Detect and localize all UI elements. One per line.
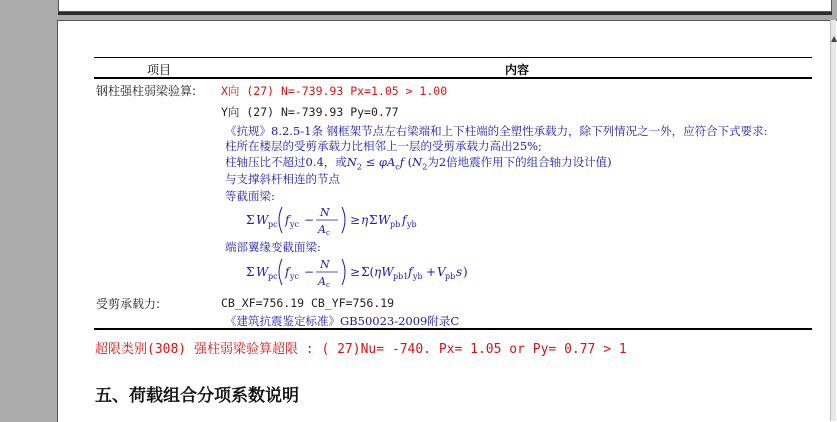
- formula-equal-section: [246, 203, 426, 237]
- svg-text:pc: pc: [268, 220, 278, 229]
- svg-text:V: V: [437, 265, 446, 279]
- svg-text:): ): [463, 265, 468, 279]
- header-item: 项目: [147, 63, 172, 77]
- svg-text:f: f: [285, 213, 290, 227]
- code-note-1: 《抗规》8.2.5-1条 钢框架节点左右梁端和上下柱端的全塑性承载力，除下列情况之一外，应符合下式要求:: [225, 124, 768, 138]
- svg-text:W: W: [378, 213, 391, 227]
- table-top-rule: [94, 57, 812, 58]
- svg-text:W: W: [256, 265, 269, 279]
- check-label: 钢柱强柱弱梁验算:: [96, 84, 197, 98]
- svg-text:Σ: Σ: [369, 213, 378, 227]
- previous-page-edge: [58, 0, 832, 12]
- svg-text:Σ(: Σ(: [361, 265, 375, 279]
- svg-text:N: N: [320, 206, 330, 219]
- svg-text:Σ: Σ: [246, 213, 255, 227]
- svg-text:pb: pb: [390, 220, 401, 229]
- equal-section-label: 等截面梁:: [225, 189, 275, 203]
- svg-text:Σ: Σ: [246, 265, 255, 279]
- svg-text:≥: ≥: [350, 265, 361, 279]
- svg-text:A: A: [318, 223, 326, 236]
- exceed-summary: 超限类别(308) 强柱弱梁验算超限 : ( 27)Nu= -740. Px= 1.05 or Py= 0.77 > 1: [95, 342, 627, 357]
- svg-text:s: s: [456, 265, 463, 279]
- code-note-3-suffix: 为2倍地震作用下的组合轴力设计值): [427, 155, 612, 169]
- y-direction-check: Y向 (27) N=-739.93 Py=0.77: [221, 105, 399, 119]
- svg-text:pc: pc: [268, 272, 278, 281]
- svg-text:yb: yb: [407, 220, 417, 229]
- svg-text:pb: pb: [445, 272, 456, 281]
- code-note-3: 柱轴压比不超过0.4，或$N_2 \le \varphi A_cf$ ($N_2$为2倍地震作用下的组合轴力设计值): [225, 155, 612, 172]
- table-header-rule: [94, 77, 812, 79]
- shear-label: 受剪承载力:: [96, 297, 161, 311]
- svg-text:yc: yc: [290, 272, 299, 281]
- shear-values: CB_XF=756.19 CB_YF=756.19: [221, 296, 395, 310]
- code-note-2: 柱所在楼层的受剪承载力比相邻上一层的受剪承载力高出25%;: [225, 139, 542, 153]
- svg-text:N: N: [320, 258, 330, 271]
- vertical-scrollbar[interactable]: [830, 20, 836, 421]
- svg-text:−: −: [304, 213, 315, 227]
- svg-text:c: c: [326, 281, 330, 289]
- flange-section-label: 端部翼缘变截面梁:: [225, 240, 321, 254]
- scroll-up-arrow-icon[interactable]: ▲: [831, 34, 837, 43]
- document-page: [57, 20, 837, 422]
- shear-reference: 《建筑抗震鉴定标准》GB50023-2009附录C: [225, 314, 460, 328]
- svg-text:f: f: [285, 265, 290, 279]
- svg-text:yb: yb: [413, 272, 423, 281]
- svg-text:−: −: [304, 265, 315, 279]
- svg-text:yc: yc: [290, 220, 299, 229]
- code-note-3-prefix: 柱轴压比不超过0.4，或: [225, 155, 347, 169]
- table-bottom-rule: [94, 328, 812, 330]
- svg-text:≥: ≥: [350, 213, 361, 227]
- header-content: 内容: [505, 63, 530, 77]
- code-note-4: 与支撑斜杆相连的节点: [225, 172, 340, 186]
- svg-text:f: f: [402, 213, 407, 227]
- formula-flange-section: [246, 255, 476, 289]
- svg-text:pb1: pb1: [393, 272, 409, 281]
- svg-text:c: c: [326, 229, 330, 237]
- section-title: 五、荷载组合分项系数说明: [95, 386, 299, 406]
- svg-text:W: W: [256, 213, 269, 227]
- svg-text:+: +: [426, 265, 437, 279]
- svg-text:ηW: ηW: [374, 265, 394, 279]
- x-direction-check: X向 (27) N=-739.93 Px=1.05 > 1.00: [221, 84, 448, 98]
- svg-text:A: A: [318, 275, 326, 288]
- svg-text:η: η: [361, 213, 369, 227]
- svg-text:f: f: [408, 265, 413, 279]
